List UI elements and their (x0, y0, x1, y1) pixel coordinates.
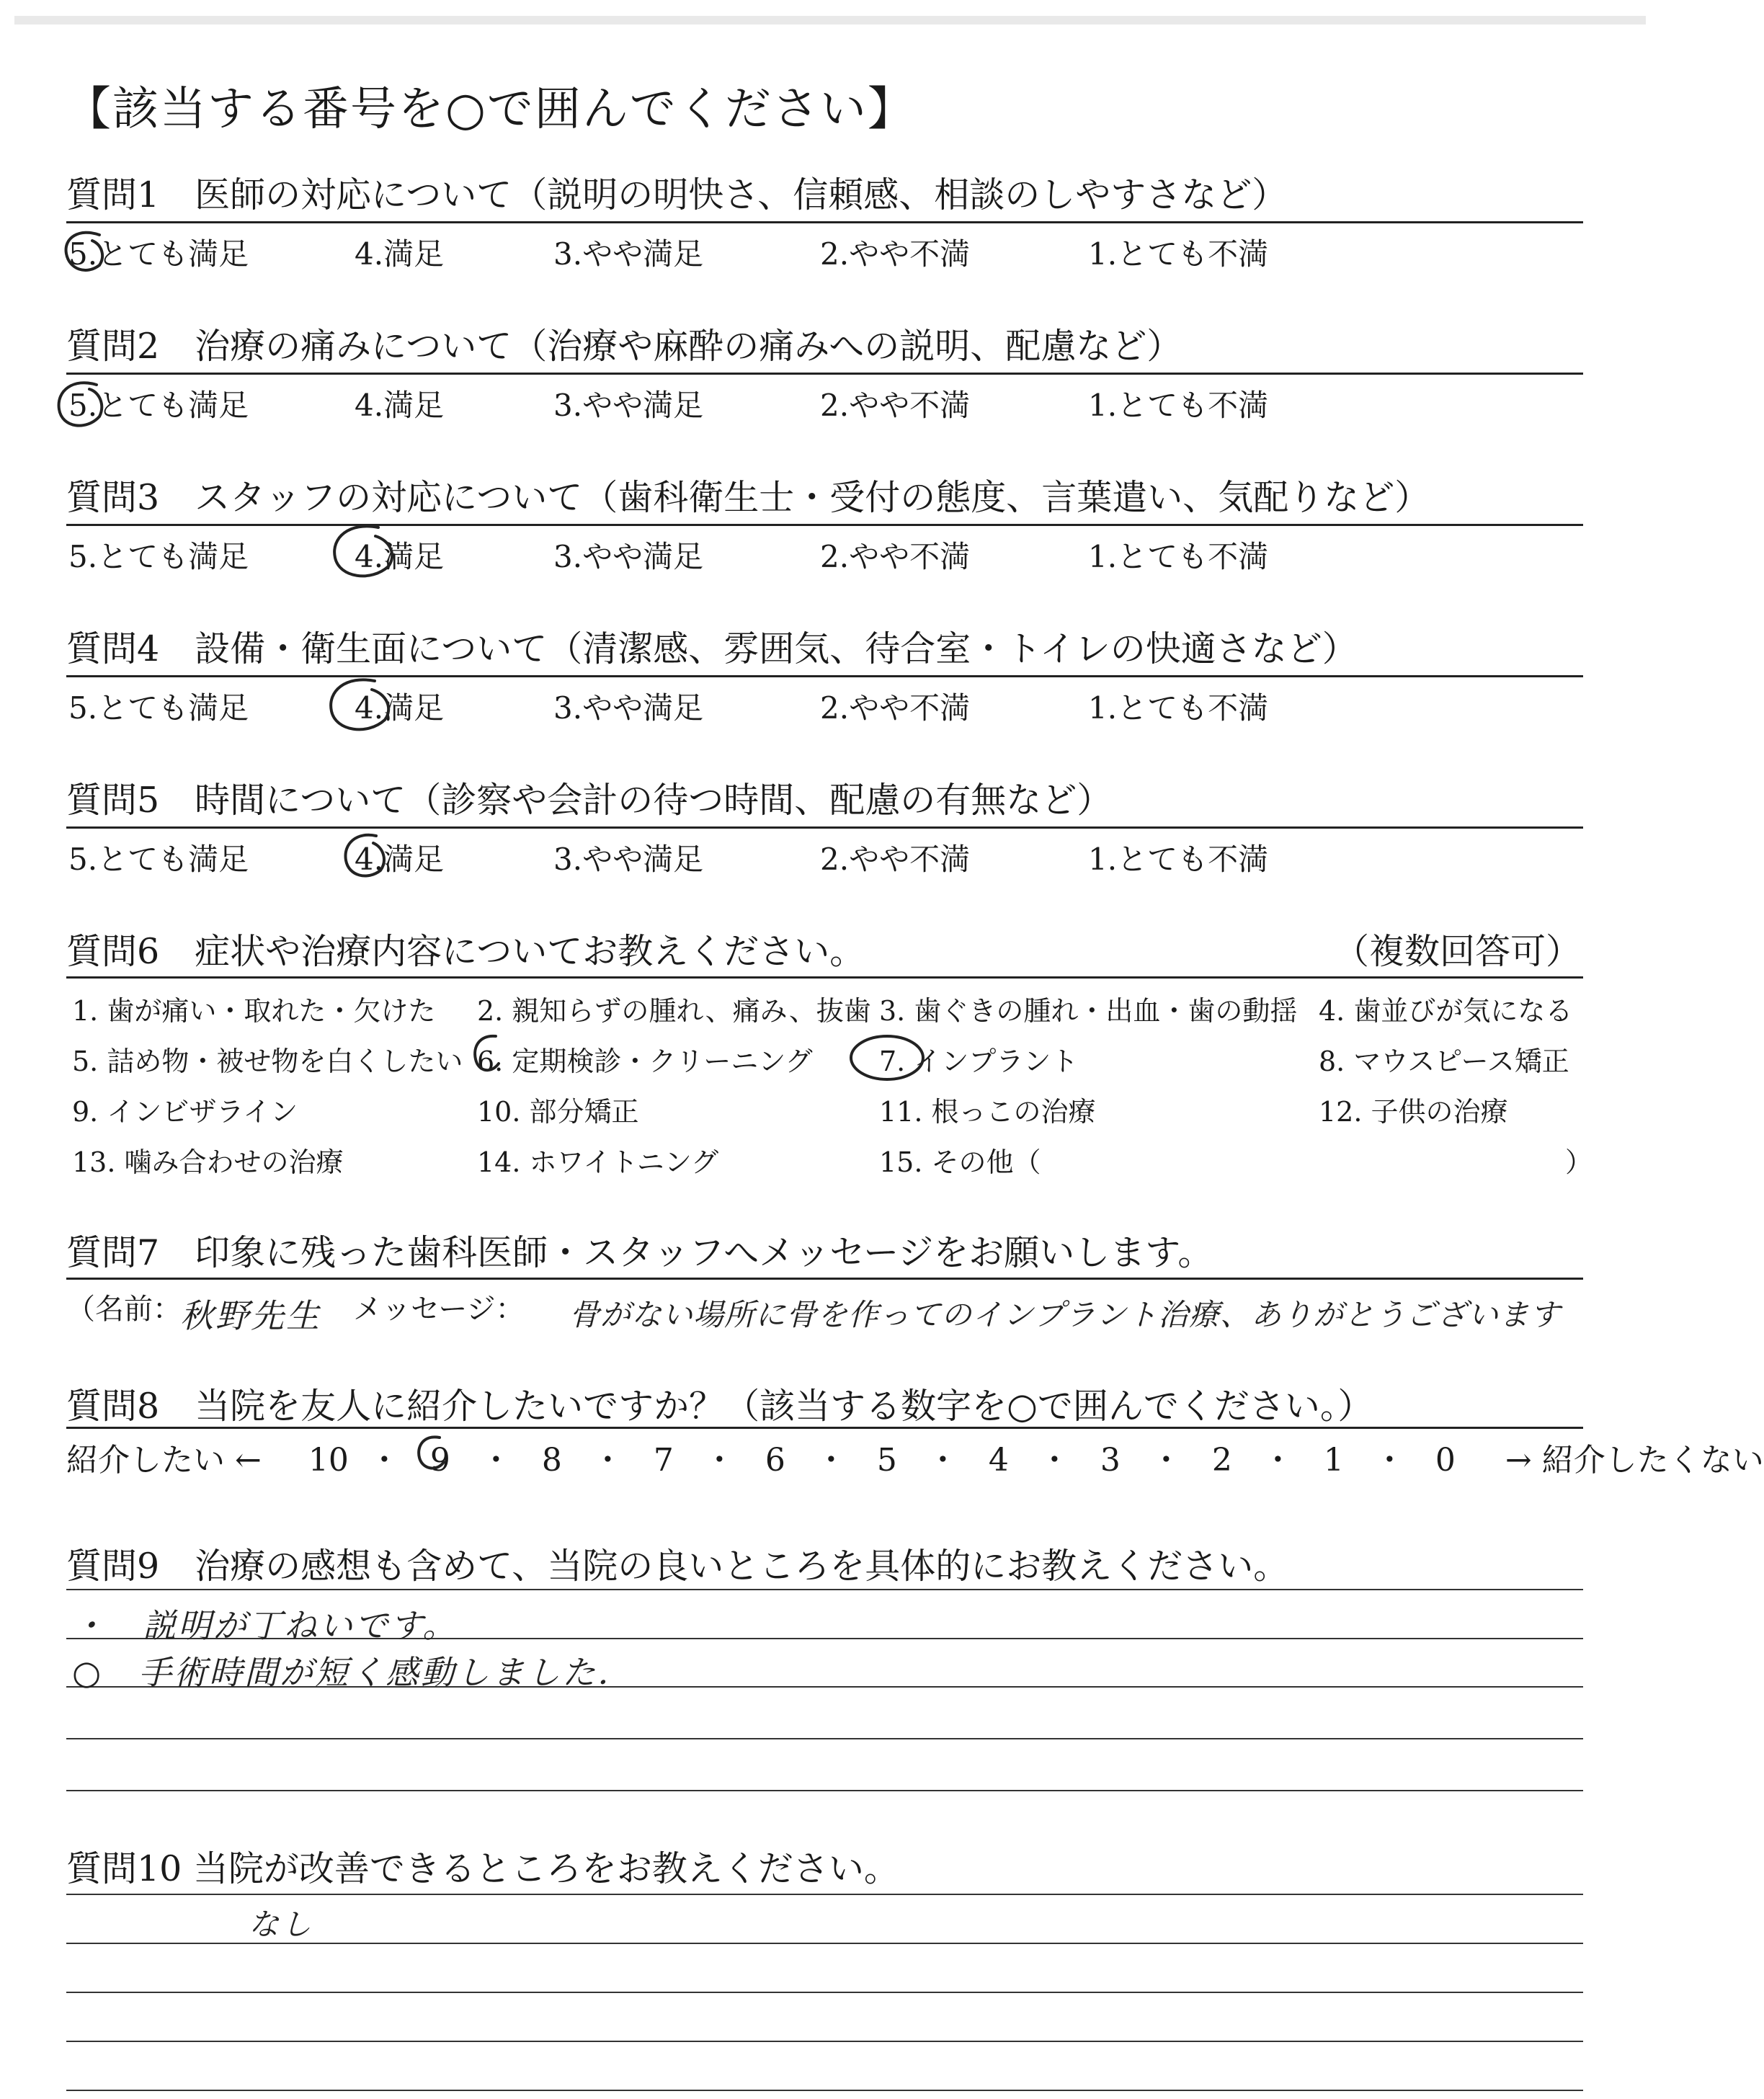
q3-option-4[interactable]: 4.満足 (355, 539, 445, 574)
q1-option-1[interactable]: 1.とても不満 (1088, 236, 1269, 272)
q6-title: 質問6 症状や治療内容についてお教えください。 (66, 931, 865, 972)
q2-option-2[interactable]: 2.やや不満 (820, 388, 971, 423)
q2-option-1[interactable]: 1.とても不満 (1088, 388, 1269, 423)
q9-line-4 (66, 1738, 1583, 1739)
q8-right-label: → 紹介したくない (1505, 1442, 1764, 1479)
q7-name-label: （名前： (66, 1293, 182, 1326)
q8-scale-separator: ・ (368, 1442, 401, 1479)
q2-selection-circle (52, 376, 117, 441)
q10-answer-1[interactable]: なし (249, 1907, 314, 1942)
q4-option-5[interactable]: 5.とても満足 (68, 690, 249, 726)
q3-option-5[interactable]: 5.とても満足 (68, 539, 249, 574)
q6-item-7-selection-circle (847, 1030, 933, 1088)
q8-scale-3[interactable]: 3 (1100, 1442, 1121, 1479)
q8-title: 質問8 当院を友人に紹介したいですか？（該当する数字を○で囲んでください。） (66, 1386, 1373, 1427)
q2-option-5[interactable]: 5.とても満足 (68, 388, 249, 423)
q8-scale-6[interactable]: 6 (765, 1442, 785, 1479)
q1-selection-circle (58, 225, 115, 282)
q8-scale-separator: ・ (815, 1442, 847, 1479)
q2-title: 質問2 治療の痛みについて（治療や麻酔の痛みへの説明、配慮など） (66, 326, 1182, 367)
q8-scale-0[interactable]: 0 (1435, 1442, 1456, 1479)
q6-item-1[interactable]: 1. 歯が痛い・取れた・欠けた (72, 995, 436, 1027)
q10-line-1 (66, 1894, 1583, 1895)
q6-item-14[interactable]: 14. ホワイトニング (477, 1146, 719, 1178)
q8-scale-separator: ・ (592, 1442, 624, 1479)
q5-option-1[interactable]: 1.とても不満 (1088, 842, 1269, 877)
q9-answer-2[interactable]: ○ 手術時間が短く感動しました． (72, 1653, 633, 1692)
q1-option-5[interactable]: 5.とても満足 (68, 236, 249, 272)
q8-left-label: 紹介したい ← (66, 1442, 262, 1479)
q4-rule (66, 675, 1583, 677)
q10-title: 質問10 当院が改善できるところをお教えください。 (66, 1848, 899, 1889)
q6-item-15[interactable]: 15. その他（ (879, 1146, 1041, 1178)
q8-scale-separator: ・ (480, 1442, 512, 1479)
q4-title: 質問4 設備・衛生面について（清潔感、雰囲気、待合室・トイレの快適さなど） (66, 628, 1358, 669)
q2-option-3[interactable]: 3.やや満足 (553, 388, 704, 423)
q5-option-2[interactable]: 2.やや不満 (820, 842, 971, 877)
q6-item-8[interactable]: 8. マウスピース矯正 (1319, 1046, 1569, 1077)
q4-selection-circle (324, 674, 404, 746)
q8-scale-8[interactable]: 8 (541, 1442, 562, 1479)
q10-line-3 (66, 1992, 1583, 1993)
q3-rule (66, 524, 1583, 526)
q9-answer-1[interactable]: ・ 説明が丁ねいです。 (72, 1606, 458, 1645)
q6-item-5[interactable]: 5. 詰め物・被せ物を白くしたい (72, 1046, 463, 1077)
scan-edge (14, 16, 1646, 24)
q5-title: 質問5 時間について（診察や会計の待つ時間、配慮の有無など） (66, 780, 1113, 821)
q7-title: 質問7 印象に残った歯科医師・スタッフへメッセージをお願いします。 (66, 1232, 1213, 1273)
q9-title: 質問9 治療の感想も含めて、当院の良いところを具体的にお教えください。 (66, 1546, 1289, 1587)
q8-selection-circle (411, 1430, 454, 1481)
q8-scale-separator: ・ (1262, 1442, 1294, 1479)
q8-scale-1[interactable]: 1 (1323, 1442, 1344, 1479)
q6-item-6[interactable]: 6. 定期検診・クリーニング (477, 1046, 813, 1077)
q6-item-4[interactable]: 4. 歯並びが気になる (1319, 995, 1573, 1027)
q7-rule (66, 1278, 1583, 1280)
q2-rule (66, 373, 1583, 375)
q5-selection-circle (339, 829, 396, 893)
q8-scale-7[interactable]: 7 (653, 1442, 674, 1479)
q6-item-2[interactable]: 2. 親知らずの腫れ、痛み、抜歯 (477, 995, 871, 1027)
q6-item-9[interactable]: 9. インビザライン (72, 1096, 298, 1128)
q4-option-4[interactable]: 4.満足 (355, 690, 445, 726)
q8-scale-separator: ・ (1038, 1442, 1071, 1479)
q7-message-value[interactable]: 骨がない場所に骨を作ってのインプラント治療、ありがとうございます (569, 1297, 1562, 1332)
q8-scale-separator: ・ (927, 1442, 959, 1479)
q6-item-15-close-paren: ） (1565, 1146, 1593, 1178)
q3-option-2[interactable]: 2.やや不満 (820, 539, 971, 574)
q6-multiple-answers-note: （複数回答可） (1333, 931, 1581, 972)
q2-option-4[interactable]: 4.満足 (355, 388, 445, 423)
q6-item-7[interactable]: 7. インプラント (879, 1046, 1079, 1077)
q6-item-13[interactable]: 13. 噛み合わせの治療 (72, 1146, 344, 1178)
q5-rule (66, 826, 1583, 829)
q1-title: 質問1 医師の対応について（説明の明快さ、信頼感、相談のしやすさなど） (66, 174, 1288, 215)
q8-scale-4[interactable]: 4 (988, 1442, 1009, 1479)
q6-item-6-selection-circle (470, 1030, 506, 1081)
q6-item-12[interactable]: 12. 子供の治療 (1319, 1096, 1508, 1128)
q9-line-5 (66, 1790, 1583, 1791)
q8-recommend-scale (66, 1434, 1764, 1480)
q3-option-1[interactable]: 1.とても不満 (1088, 539, 1269, 574)
q8-scale-10[interactable]: 10 (308, 1442, 349, 1479)
q7-message-label: メッセージ： (353, 1293, 525, 1326)
q3-title: 質問3 スタッフの対応について（歯科衛生士・受付の態度、言葉遣い、気配りなど） (66, 477, 1430, 518)
q1-option-3[interactable]: 3.やや満足 (553, 236, 704, 272)
q8-scale-separator: ・ (1150, 1442, 1182, 1479)
q9-line-1 (66, 1589, 1583, 1590)
q1-option-2[interactable]: 2.やや不満 (820, 236, 971, 272)
q4-option-3[interactable]: 3.やや満足 (553, 690, 704, 726)
q8-rule (66, 1427, 1583, 1429)
q8-scale-separator: ・ (703, 1442, 736, 1479)
q3-selection-circle (328, 520, 407, 592)
q7-name-value[interactable]: 秋野先生 (180, 1296, 321, 1335)
q6-item-10[interactable]: 10. 部分矯正 (477, 1096, 639, 1128)
q1-option-4[interactable]: 4.満足 (355, 236, 445, 272)
q8-scale-separator: ・ (1373, 1442, 1406, 1479)
q8-scale-9[interactable]: 9 (429, 1442, 450, 1479)
q8-scale-5[interactable]: 5 (876, 1442, 897, 1479)
q6-item-3[interactable]: 3. 歯ぐきの腫れ・出血・歯の動揺 (879, 995, 1298, 1027)
q1-rule (66, 221, 1583, 223)
q5-option-5[interactable]: 5.とても満足 (68, 842, 249, 877)
q4-option-1[interactable]: 1.とても不満 (1088, 690, 1269, 726)
q6-item-11[interactable]: 11. 根っこの治療 (879, 1096, 1096, 1128)
q5-option-3[interactable]: 3.やや満足 (553, 842, 704, 877)
q3-option-3[interactable]: 3.やや満足 (553, 539, 704, 574)
instructions-header: 【該当する番号を○で囲んでください】 (65, 83, 915, 136)
q10-line-5 (66, 2090, 1583, 2091)
q10-line-4 (66, 2041, 1583, 2042)
q6-rule (66, 976, 1583, 979)
q8-scale-2[interactable]: 2 (1211, 1442, 1232, 1479)
q5-option-4[interactable]: 4.満足 (355, 842, 445, 877)
q4-option-2[interactable]: 2.やや不満 (820, 690, 971, 726)
